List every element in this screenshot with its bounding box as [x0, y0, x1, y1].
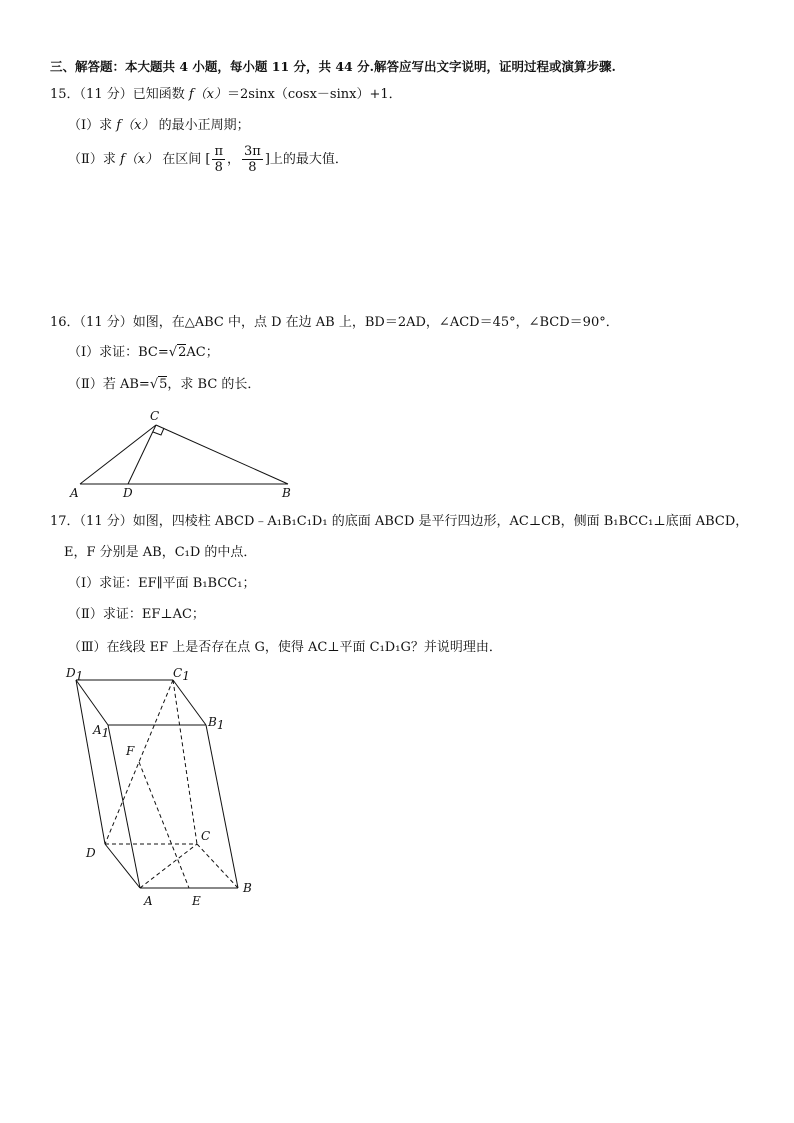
q15-part2: （Ⅱ）求 f（x） 在区间 [ $\frac{\pi}{8}$ ， $\frac{3\pi}{8}$ ]上的最大值．	[68, 144, 348, 175]
q17-stem-line2: E，F 分别是 AB，C₁D 的中点．	[64, 545, 257, 560]
segment-AC-hidden	[140, 844, 197, 888]
edge-A1A	[108, 725, 140, 888]
label-E: E	[192, 894, 201, 908]
edge-D1A1	[76, 680, 108, 725]
label-A: A	[70, 486, 79, 500]
right-angle-mark	[153, 428, 164, 435]
label-B: B	[282, 486, 291, 500]
label-F: F	[126, 744, 135, 758]
edge-B1B	[206, 725, 238, 888]
q15-part1: （Ⅰ）求 f（x） 的最小正周期；	[68, 118, 250, 133]
q17-stem-line1: 17．（11 分）如图，四棱柱 ABCD﹣A₁B₁C₁D₁ 的底面 ABCD 是平行四边形，AC⊥CB，侧面 B₁BCC₁⊥底面 ABCD，	[50, 514, 749, 529]
edge-C1B1	[173, 680, 206, 725]
prism-figure	[60, 660, 270, 910]
edge-CD	[128, 425, 156, 484]
label-B1: B1	[208, 715, 225, 732]
triangle-figure	[60, 404, 310, 504]
q17-part1: （Ⅰ）求证：EF∥平面 B₁BCC₁；	[68, 576, 256, 591]
label-D: D	[123, 486, 133, 500]
section-header: 三、解答题：本大题共 4 小题，每小题 11 分，共 44 分.解答应写出文字说明，证明过程或演算步骤.	[50, 59, 616, 74]
q16-part1: （Ⅰ）求证：BC=√2AC；	[68, 345, 219, 360]
label-D1: D1	[66, 666, 84, 683]
q17-part3: （Ⅲ）在线段 EF 上是否存在点 G，使得 AC⊥平面 C₁D₁G？并说明理由．	[68, 640, 502, 655]
q15-stem: 15．（11 分）已知函数 f（x）＝2sinx（cosx－sinx）+1．	[50, 87, 402, 102]
edge-DA	[105, 844, 140, 888]
edge-CB	[156, 425, 288, 484]
fraction-pi-8: $\frac{\pi}{8}$	[214, 144, 224, 175]
fraction-3pi-8: $\frac{3\pi}{8}$	[244, 144, 261, 175]
label-C1: C1	[173, 666, 190, 683]
label-C: C	[150, 409, 160, 423]
label-C: C	[201, 829, 211, 843]
label-D: D	[86, 846, 96, 860]
edge-AC	[80, 425, 156, 484]
q17-part2: （Ⅱ）求证：EF⊥AC；	[68, 607, 205, 622]
label-A1: A1	[93, 723, 110, 740]
q16-stem: 16．（11 分）如图，在△ABC 中，点 D 在边 AB 上，BD＝2AD，∠ACD＝45°，∠BCD＝90°．	[50, 315, 619, 330]
q16-part2: （Ⅱ）若 AB=√5，求 BC 的长．	[68, 377, 261, 392]
edge-D1D	[76, 680, 105, 844]
edge-C1C-hidden	[173, 680, 197, 844]
label-B: B	[243, 881, 252, 895]
edge-CB-hidden	[197, 844, 238, 888]
label-A: A	[144, 894, 153, 908]
